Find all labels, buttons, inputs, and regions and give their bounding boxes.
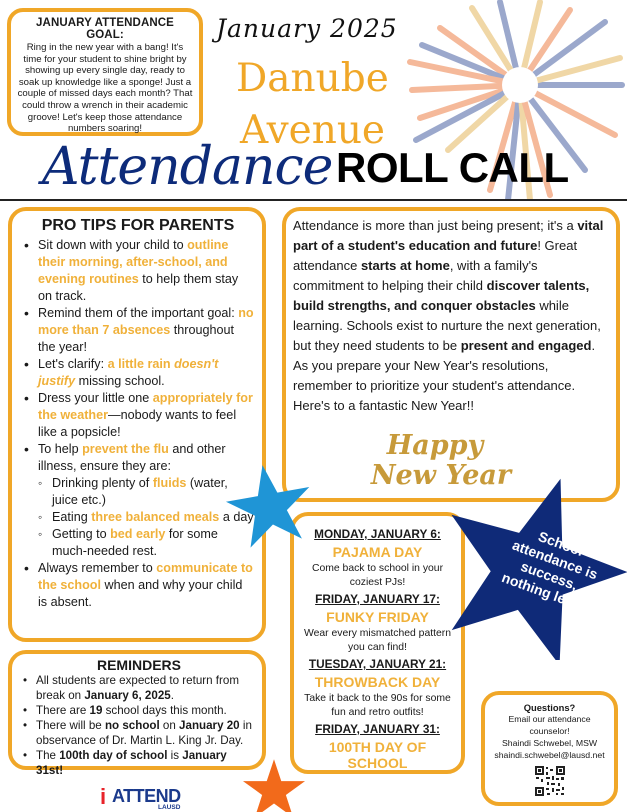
goal-text: Ring in the new year with a bang! It's time for your student to shine bright by showing up every single day, ready to soak up knowledge like a sponge! Just a couple of missed days each month? That could throw a wrench in their academic groove! Let's keep those attendance numbers soaring!	[17, 42, 193, 135]
event-date: FRIDAY, JANUARY 31:	[315, 722, 440, 736]
event-date: FRIDAY, JANUARY 17:	[315, 592, 440, 606]
pro-tips-box	[8, 207, 266, 642]
reminders-title: REMINDERS	[96, 657, 181, 673]
event-item	[298, 527, 457, 589]
school-name-line1: Danube	[236, 56, 389, 101]
sub-tip-item: ◦ Getting to bed early for some much-needed rest.	[38, 526, 254, 560]
goal-title: JANUARY ATTENDANCE GOAL:	[36, 17, 174, 41]
event-description: Wear every mismatched pattern you can find!	[303, 628, 452, 653]
tip-item: • Remind them of the important goal: no more than 7 absences throughout the year!	[22, 305, 254, 356]
questions-box	[481, 691, 618, 806]
questions-line: Email our attendance	[508, 714, 591, 724]
pro-tips-title: PRO TIPS FOR PARENTS	[41, 217, 235, 234]
title-script: Attendance	[42, 137, 333, 197]
tip-item: • Always remember to communicate to the school when and why your child is absent.	[22, 560, 254, 611]
reminders-box	[8, 650, 266, 777]
questions-line: counselor!	[529, 726, 570, 736]
star-message: School attendance is success, nothing less!	[499, 528, 600, 614]
event-date: TUESDAY, JANUARY 21:	[308, 657, 447, 671]
questions-title: Questions?	[523, 702, 576, 713]
event-date: MONDAY, JANUARY 6:	[314, 527, 441, 541]
tip-item: • Dress your little one appropriately for the weather—nobody wants to feel like a popsicle!	[22, 390, 254, 441]
event-item	[298, 592, 457, 654]
sub-tip-item: ◦ Drinking plenty of fluids (water, juice etc.)	[38, 475, 254, 509]
event-name: THROWBACK DAY	[314, 674, 441, 690]
reminders-list	[22, 673, 256, 778]
qr-code-icon[interactable]	[534, 765, 566, 797]
reminder-item: • There will be no school on January 20 in observance of Dr. Martin L. King Jr. Day.	[22, 718, 256, 748]
event-description: Come back to school in your coziest PJs!	[311, 563, 444, 588]
attendance-goal-box	[7, 8, 203, 136]
sub-tip-item: ◦ Eating three balanced meals a day	[38, 509, 254, 526]
newsletter-date: January 2025	[216, 14, 398, 43]
event-name: FUNKY FRIDAY	[326, 609, 429, 625]
title-bold: ROLL CALL	[336, 144, 569, 191]
blue-star-decoration	[222, 460, 317, 550]
school-name-line2: Avenue	[240, 108, 386, 153]
pro-tips-list	[22, 237, 254, 611]
event-name: 100TH DAY OF SCHOOL	[328, 739, 427, 771]
counselor-email[interactable]: shaindi.schwebel@lausd.net	[494, 750, 605, 760]
header-divider	[0, 199, 627, 201]
reminder-item: • All students are expected to return from break on January 6, 2025.	[22, 673, 256, 703]
attendance-message-box	[282, 207, 620, 502]
happy-new-year-graphic: Happy New Year	[370, 430, 512, 491]
event-item	[298, 722, 457, 771]
event-name: PAJAMA DAY	[332, 544, 423, 560]
counselor-name: Shaindi Schwebel, MSW	[501, 738, 598, 748]
tip-item: • Let's clarify: a little rain doesn't justify missing school.	[22, 356, 254, 390]
event-item	[298, 657, 457, 719]
event-description: Take it back to the 90s for some fun and retro outfits!	[304, 693, 451, 718]
attendance-message: Attendance is more than just being present; it's a vital part of a student's education and future! Great attendance starts at home, with a family's commitment to helping their child discover talents, build strengths, and conquer obstacles while learning. Schools exist to nurture the next generation, but they need students to be present and engaged. As you prepare your New Year's resolutions, remember to prioritize your student's attendance. Here's to a fantastic New Year!!	[293, 218, 604, 413]
reminder-item: • There are 19 school days this month.	[22, 703, 256, 718]
tip-item: • Sit down with your child to outline their morning, after-school, and evening routines to help them stay on track.	[22, 237, 254, 305]
reminder-item: • The 100th day of school is January 31st!	[22, 748, 256, 778]
tip-item: • To help prevent the flu and other illness, ensure they are: ◦ Drinking plenty of fluids (water, juice etc.) ◦ Eating three balanced meals a day ◦ Getting to bed early for some much-needed rest.	[22, 441, 254, 560]
orange-star-decoration	[240, 756, 308, 812]
